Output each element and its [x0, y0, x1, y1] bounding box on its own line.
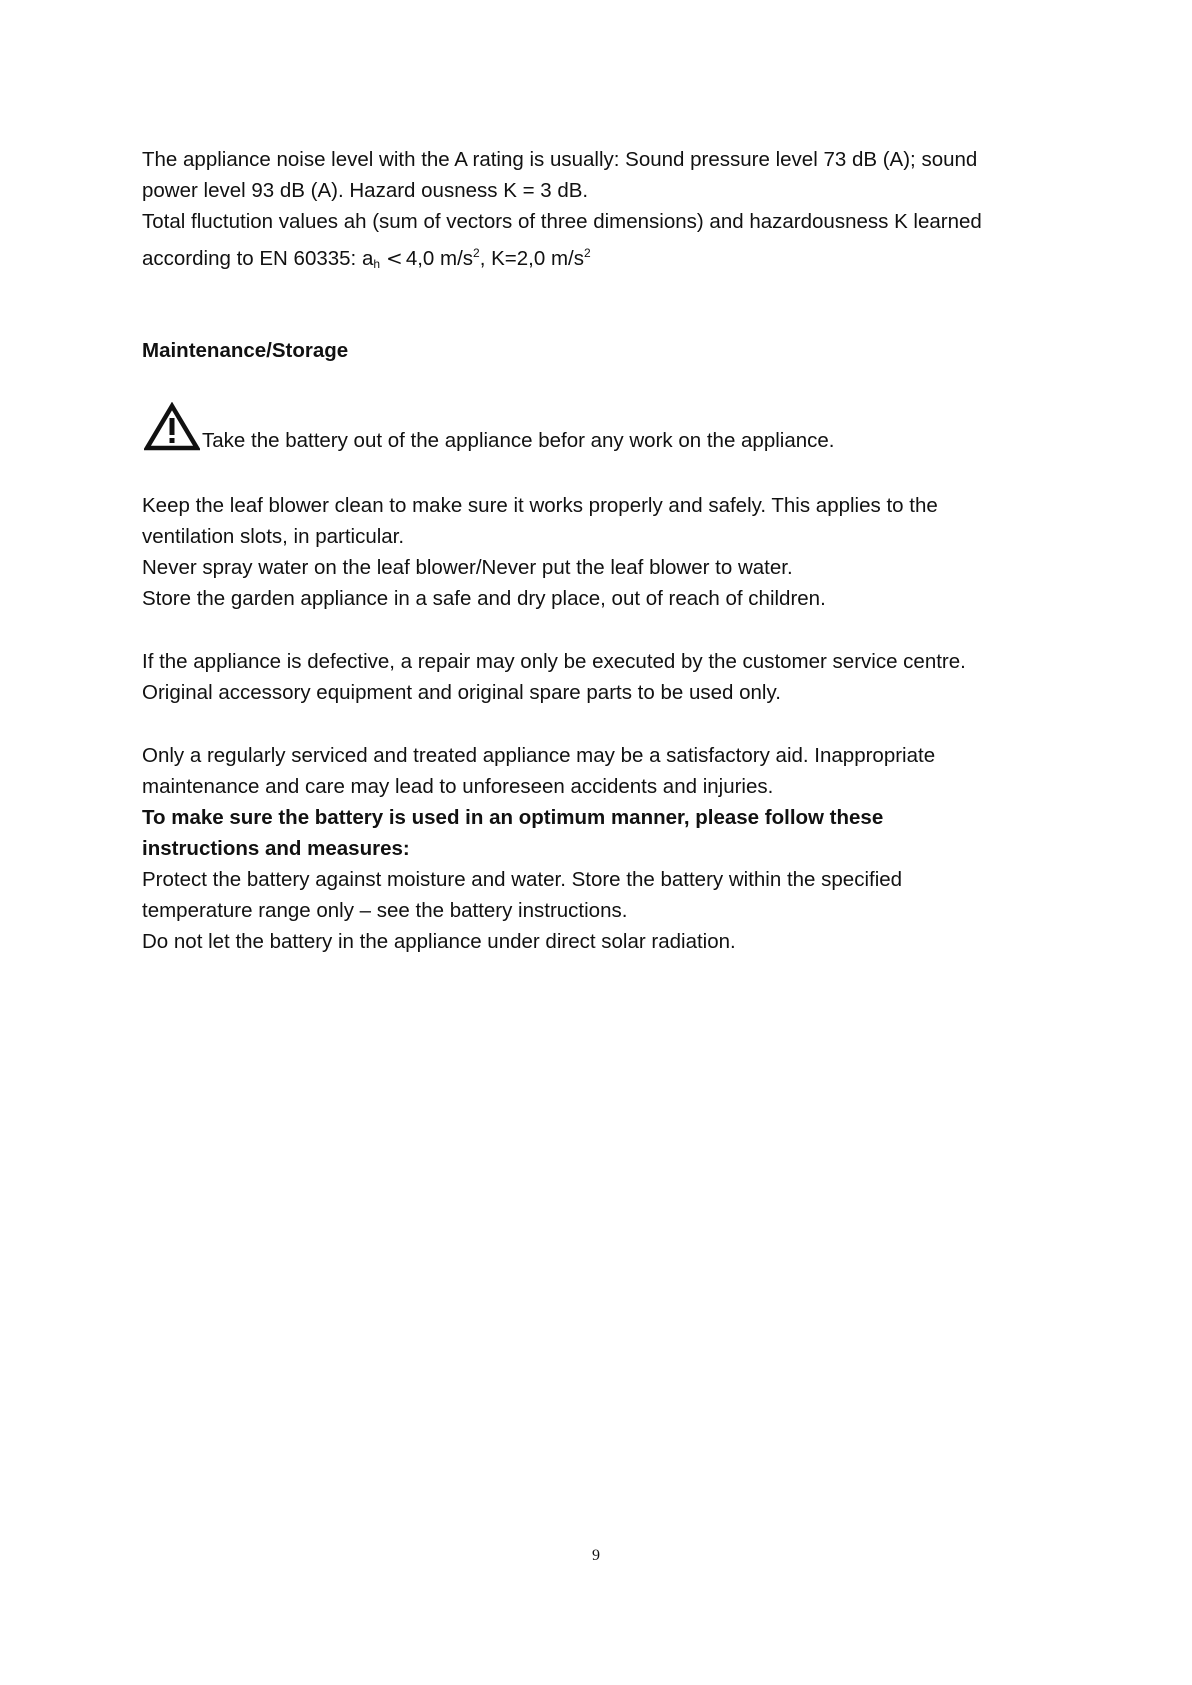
superscript-2: 2 [583, 246, 591, 260]
vibration-line-1: Total fluctution values ah (sum of vectors of three dimensions) and hazardousness K learned [142, 210, 982, 233]
battery-instructions-heading-1: To make sure the battery is used in an optimum manner, please follow these [142, 806, 884, 829]
noise-line-2: power level 93 dB (A). Hazard ousness K = 3 dB. [142, 179, 589, 202]
battery-moisture-line-2: temperature range only – see the battery instructions. [142, 899, 628, 922]
vibration-subscript: h [373, 257, 381, 271]
cleaning-line-1: Keep the leaf blower clean to make sure it works properly and safely. This applies to the [142, 494, 938, 517]
vibration-value-1: 4,0 m/s [405, 247, 474, 270]
page-number: 9 [592, 1547, 600, 1564]
repair-line-1: If the appliance is defective, a repair may only be executed by the customer service centre. [142, 650, 966, 673]
service-line-1: Only a regularly serviced and treated appliance may be a satisfactory aid. Inappropriate [142, 744, 936, 767]
repair-line-2: Original accessory equipment and original spare parts to be used only. [142, 681, 781, 704]
battery-solar-line: Do not let the battery in the appliance under direct solar radiation. [142, 930, 736, 953]
maintenance-heading: Maintenance/Storage [142, 339, 349, 362]
warning-triangle-icon [144, 402, 200, 452]
service-line-2: maintenance and care may lead to unforeseen accidents and injuries. [142, 775, 774, 798]
storage-line: Store the garden appliance in a safe and dry place, out of reach of children. [142, 587, 826, 610]
vibration-prefix: according to EN 60335: a [142, 247, 374, 270]
battery-instructions-heading-2: instructions and measures: [142, 837, 410, 860]
vibration-value-2: , K=2,0 m/s [479, 247, 584, 270]
superscript-1: 2 [473, 246, 480, 260]
vibration-line-2 [142, 241, 591, 276]
battery-moisture-line-1: Protect the battery against moisture and water. Store the battery within the specified [142, 868, 903, 891]
water-warning-line: Never spray water on the leaf blower/Never put the leaf blower to water. [142, 556, 793, 579]
less-than-symbol: < [386, 246, 403, 270]
warning-text: Take the battery out of the appliance befor any work on the appliance. [202, 429, 835, 452]
cleaning-line-2: ventilation slots, in particular. [142, 525, 405, 548]
noise-line-1: The appliance noise level with the A rating is usually: Sound pressure level 73 dB (A); sound [142, 148, 978, 171]
